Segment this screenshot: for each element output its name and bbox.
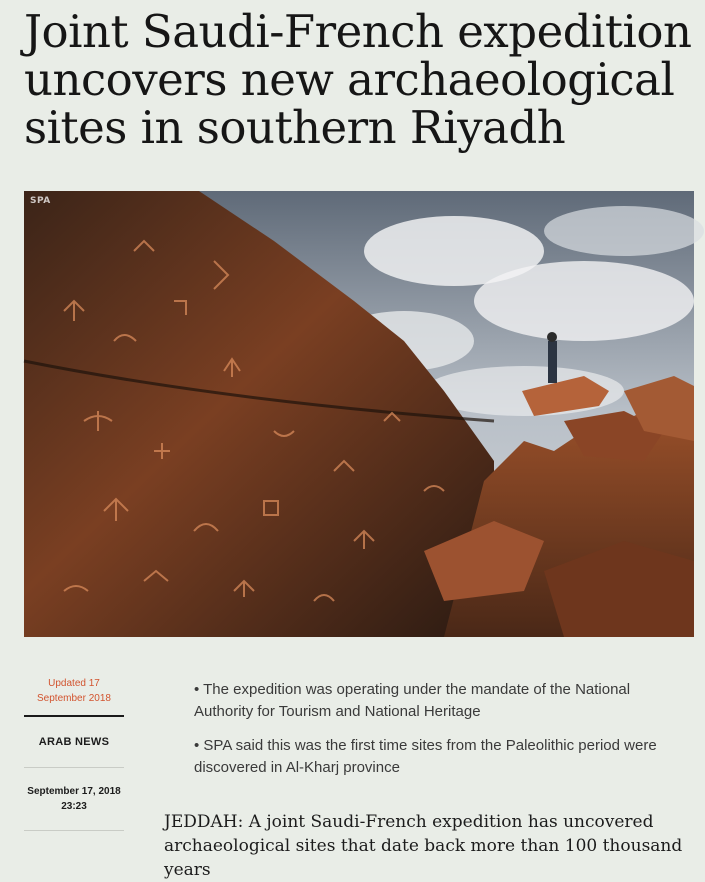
summary-bullet-text: • SPA said this was the first time sites from the Paleolithic period were discovered in Al-Kharj province xyxy=(194,737,657,776)
article-meta xyxy=(24,676,124,831)
image-watermark: SPA xyxy=(30,196,51,206)
summary-bullet xyxy=(194,735,674,779)
rock-art-photo xyxy=(24,191,694,637)
updated-date: Updated 17 September 2018 xyxy=(24,676,124,717)
summary-bullets xyxy=(194,679,674,791)
publish-date: September 17, 2018 23:23 xyxy=(24,768,124,831)
source-name[interactable]: ARAB NEWS xyxy=(24,717,124,768)
summary-bullet-text: • The expedition was operating under the mandate of the National Authority for Tourism and National Heritage xyxy=(194,681,631,720)
hero-image xyxy=(24,191,694,637)
article-headline: Joint Saudi-French expedition uncovers new archaeological sites in southern Riyadh xyxy=(24,5,692,154)
summary-bullet xyxy=(194,679,674,723)
article-body: JEDDAH: A joint Saudi-French expedition has uncovered archaeological sites that date back more than 100 thousand years xyxy=(164,812,683,880)
